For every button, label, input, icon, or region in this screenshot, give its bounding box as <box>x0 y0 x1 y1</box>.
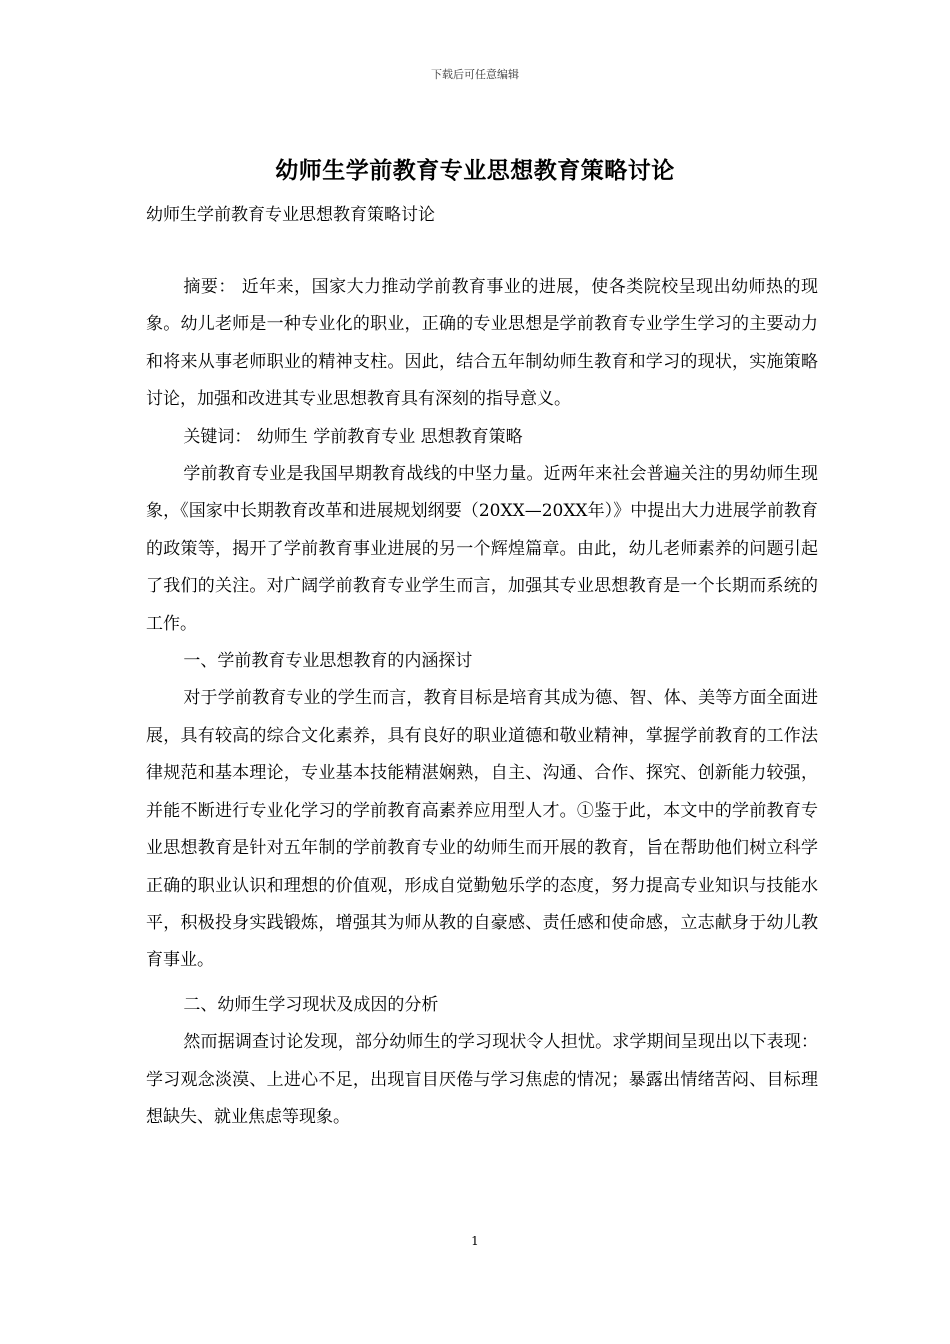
abstract-paragraph: 摘要： 近年来，国家大力推动学前教育事业的进展，使各类院校呈现出幼师热的现象。幼儿老师是一种专业化的职业，正确的专业思想是学前教育专业学生学习的主要动力和将来从事老师职业的精神支柱。因此，结合五年制幼师生教育和学习的现状，实施策略讨论，加强和改进其专业思想教育具有深刻的指导意义。 <box>146 277 818 410</box>
intro-paragraph: 学前教育专业是我国早期教育战线的中坚力量。近两年来社会普遍关注的男幼师生现象，《国家中长期教育改革和进展规划纲要（20XX—20XX年）》中提出大力进展学前教育的政策等，揭开了学前教育事业进展的另一个辉煌篇章。由此，幼儿老师素养的问题引起了我们的关注。对广阔学前教育专业学生而言，加强其专业思想教育是一个长期而系统的工作。 <box>146 464 818 634</box>
subtitle: 幼师生学前教育专业思想教育策略讨论 <box>146 205 435 225</box>
document-body <box>146 269 818 1136</box>
section-heading-1: 一、学前教育专业思想教育的内涵探讨 <box>183 651 473 672</box>
keywords-paragraph: 关键词： 幼师生 学前教育专业 思想教育策略 <box>183 426 523 447</box>
section-1-paragraph: 对于学前教育专业的学生而言，教育目标是培育其成为德、智、体、美等方面全面进展，具有较高的综合文化素养，具有良好的职业道德和敬业精神，掌握学前教育的工作法律规范和基本理论，专业基本技能精湛娴熟，自主、沟通、合作、探究、创新能力较强，并能不断进行专业化学习的学前教育高素养应用型人才。①鉴于此，本文中的学前教育专业思想教育是针对五年制的学前教育专业的幼师生而开展的教育，旨在帮助他们树立科学正确的职业认识和理想的价值观，形成自觉勤勉乐学的态度，努力提高专业知识与技能水平，积极投身实践锻炼，增强其为师从教的自豪感、责任感和使命感，立志献身于幼儿教育事业。 <box>146 688 818 971</box>
page-title: 幼师生学前教育专业思想教育策略讨论 <box>275 157 675 184</box>
header-note: 下载后可任意编辑 <box>431 68 519 81</box>
page-number: 1 <box>471 1234 479 1248</box>
section-heading-2: 二、幼师生学习现状及成因的分析 <box>183 994 439 1015</box>
section-2-paragraph: 然而据调查讨论发现，部分幼师生的学习现状令人担忧。求学期间呈现出以下表现：学习观念淡漠、上进心不足，出现盲目厌倦与学习焦虑的情况；暴露出情绪苦闷、目标理想缺失、就业焦虑等现象。 <box>146 1032 818 1127</box>
